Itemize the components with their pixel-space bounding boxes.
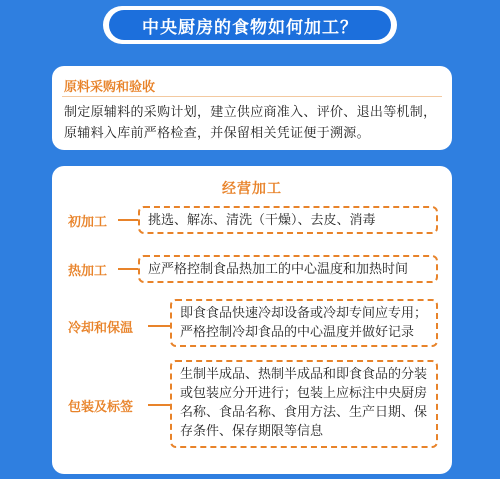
step-label-cooling: 冷却和保温 bbox=[68, 321, 134, 336]
step-box-initial: 挑选、解冻、清洗（干燥）、去皮、消毒 bbox=[138, 206, 438, 234]
sourcing-body: 制定原辅料的采购计划，建立供应商准入、评价、退出等机制，原辅料入库前严格检查，并保留相关凭证便于溯源。 bbox=[64, 105, 437, 141]
sourcing-divider bbox=[62, 96, 442, 97]
step-label-initial: 初加工 bbox=[68, 215, 108, 230]
page-title: 中央厨房的食物如何加工？ bbox=[109, 10, 391, 40]
step-connector bbox=[148, 325, 170, 327]
step-label-heat: 热加工 bbox=[68, 264, 108, 279]
step-box-cooling: 即食食品快速冷却设备或冷却专间应专用；严格控制冷却食品的中心温度并做好记录 bbox=[170, 299, 438, 347]
title-banner bbox=[103, 6, 397, 44]
sourcing-card bbox=[52, 66, 452, 150]
step-box-heat: 应严格控制食品热加工的中心温度和加热时间 bbox=[138, 255, 438, 283]
step-connector bbox=[118, 268, 138, 270]
processing-card bbox=[52, 166, 452, 474]
step-connector bbox=[148, 404, 170, 406]
sourcing-heading: 原料采购和验收 bbox=[64, 80, 156, 95]
step-label-packaging: 包装及标签 bbox=[68, 400, 134, 415]
step-box-packaging: 生制半成品、热制半成品和即食食品的分装或包装应分开进行；包装上应标注中央厨房名称、食品名称、食用方法、生产日期、保存条件、保存期限等信息 bbox=[170, 360, 438, 448]
processing-heading: 经营加工 bbox=[222, 181, 282, 197]
step-connector bbox=[118, 219, 138, 221]
